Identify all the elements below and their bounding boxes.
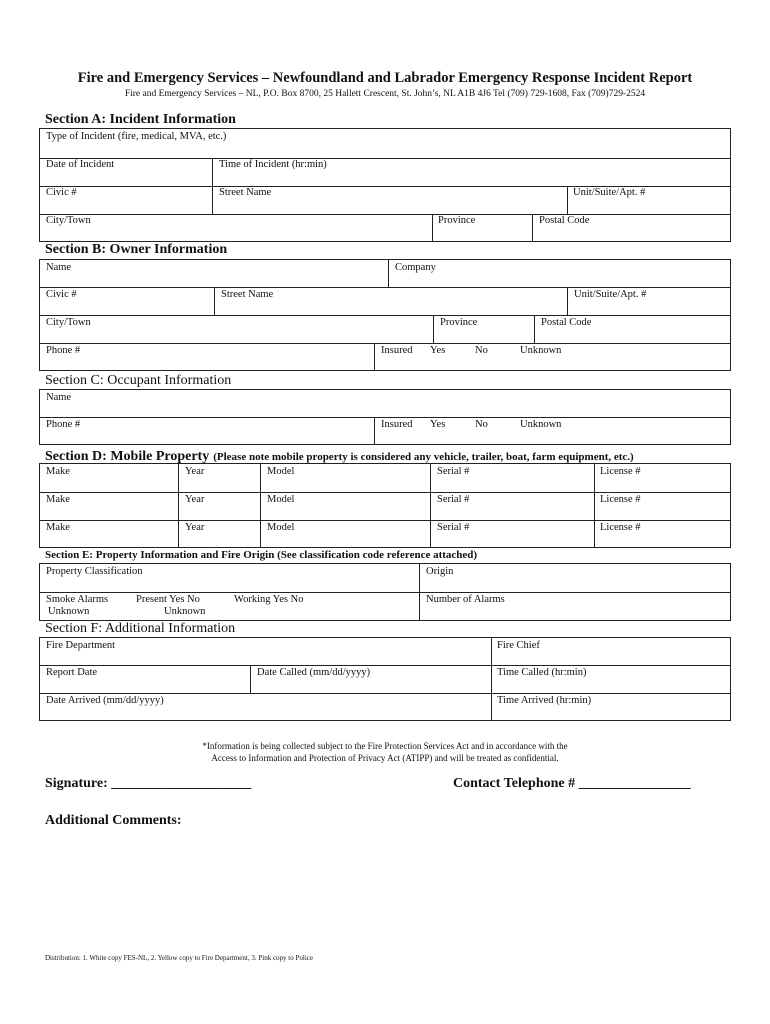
date-of-incident-field[interactable]: Date of Incident	[46, 159, 115, 170]
date-arrived-field[interactable]: Date Arrived (mm/dd/yyyy)	[46, 695, 164, 706]
section-b-table	[39, 259, 731, 371]
serial-field[interactable]: Serial #	[437, 466, 470, 477]
page-subtitle: Fire and Emergency Services – NL, P.O. Box 8700, 25 Hallett Crescent, St. John’s, NL A1B 4J6 Tel (709) 729-1608, Fax (709)729-2524	[124, 89, 646, 99]
license-field[interactable]: License #	[600, 494, 641, 505]
owner-name-field[interactable]: Name	[46, 262, 72, 273]
year-field[interactable]: Year	[185, 466, 205, 477]
origin-field[interactable]: Origin	[426, 566, 454, 577]
time-called-field[interactable]: Time Called (hr:min)	[497, 667, 587, 678]
smoke-alarms-working-options[interactable]: Working Yes No	[234, 594, 304, 605]
occupant-insured-label: Insured	[381, 419, 413, 430]
owner-phone-field[interactable]: Phone #	[46, 345, 81, 356]
section-c-table	[39, 389, 731, 445]
privacy-notice-line2: Access to Information and Protection of Privacy Act (ATIPP) and will be treated as confidential.	[211, 753, 559, 763]
postal-code-field[interactable]: Postal Code	[539, 215, 590, 226]
section-d-heading: Section D: Mobile Property (Please note mobile property is considered any vehicle, trailer, boat, farm equipment, etc.)	[45, 449, 634, 464]
license-field[interactable]: License #	[600, 466, 641, 477]
signature-line[interactable]: Signature: ____________________	[45, 776, 252, 791]
occupant-insured-no[interactable]: No	[475, 419, 488, 430]
section-c-heading: Section C: Occupant Information	[45, 373, 232, 388]
occupant-name-field[interactable]: Name	[46, 392, 72, 403]
section-e-heading: Section E: Property Information and Fire Origin (See classification code reference attached)	[45, 549, 478, 561]
owner-insured-yes[interactable]: Yes	[430, 345, 446, 356]
smoke-alarms-unknown-2[interactable]: Unknown	[164, 606, 206, 617]
province-field[interactable]: Province	[438, 215, 476, 226]
city-field[interactable]: City/Town	[46, 215, 91, 226]
year-field[interactable]: Year	[185, 522, 205, 533]
section-f-table	[39, 637, 731, 721]
serial-field[interactable]: Serial #	[437, 522, 470, 533]
section-d-note: (Please note mobile property is considered any vehicle, trailer, boat, farm equipment, etc.)	[213, 451, 634, 463]
type-of-incident-field[interactable]: Type of Incident (fire, medical, MVA, etc.)	[46, 131, 227, 142]
number-of-alarms-field[interactable]: Number of Alarms	[426, 594, 505, 605]
serial-field[interactable]: Serial #	[437, 494, 470, 505]
owner-company-field[interactable]: Company	[395, 262, 436, 273]
date-called-field[interactable]: Date Called (mm/dd/yyyy)	[257, 667, 371, 678]
privacy-notice-line1: *Information is being collected subject to the Fire Protection Services Act and in accordance with the	[202, 741, 568, 751]
page-title: Fire and Emergency Services – Newfoundland and Labrador Emergency Response Incident Report	[77, 70, 693, 86]
fire-department-field[interactable]: Fire Department	[46, 640, 116, 651]
fire-chief-field[interactable]: Fire Chief	[497, 640, 540, 651]
time-arrived-field[interactable]: Time Arrived (hr:min)	[497, 695, 592, 706]
occupant-phone-field[interactable]: Phone #	[46, 419, 81, 430]
distribution-note: Distribution: 1. White copy FES-NL, 2. Yellow copy to Fire Department, 3. Pink copy to Police	[45, 954, 313, 962]
property-classification-field[interactable]: Property Classification	[46, 566, 143, 577]
occupant-insured-yes[interactable]: Yes	[430, 419, 446, 430]
year-field[interactable]: Year	[185, 494, 205, 505]
owner-postal-code-field[interactable]: Postal Code	[541, 317, 592, 328]
make-field[interactable]: Make	[46, 494, 70, 505]
section-f-heading: Section F: Additional Information	[45, 621, 236, 636]
owner-province-field[interactable]: Province	[440, 317, 478, 328]
section-a-heading: Section A: Incident Information	[45, 112, 236, 127]
additional-comments-label: Additional Comments:	[45, 813, 182, 828]
civic-field[interactable]: Civic #	[46, 187, 77, 198]
license-field[interactable]: License #	[600, 522, 641, 533]
owner-insured-no[interactable]: No	[475, 345, 488, 356]
occupant-insured-unknown[interactable]: Unknown	[520, 419, 562, 430]
model-field[interactable]: Model	[267, 494, 295, 505]
owner-street-name-field[interactable]: Street Name	[221, 289, 274, 300]
section-e-table	[39, 563, 731, 621]
section-d-table	[39, 463, 731, 548]
owner-city-field[interactable]: City/Town	[46, 317, 91, 328]
model-field[interactable]: Model	[267, 466, 295, 477]
section-a-table	[39, 128, 731, 242]
unit-field[interactable]: Unit/Suite/Apt. #	[573, 187, 646, 198]
owner-insured-label: Insured	[381, 345, 413, 356]
smoke-alarms-unknown-1[interactable]: Unknown	[48, 606, 90, 617]
section-b-heading: Section B: Owner Information	[45, 242, 228, 257]
smoke-alarms-present-options[interactable]: Present Yes No	[136, 594, 200, 605]
contact-telephone-line[interactable]: Contact Telephone # ________________	[453, 776, 691, 791]
owner-insured-unknown[interactable]: Unknown	[520, 345, 562, 356]
report-date-field[interactable]: Report Date	[46, 667, 98, 678]
owner-civic-field[interactable]: Civic #	[46, 289, 77, 300]
make-field[interactable]: Make	[46, 466, 70, 477]
time-of-incident-field[interactable]: Time of Incident (hr:min)	[219, 159, 327, 170]
smoke-alarms-label: Smoke Alarms	[46, 594, 109, 605]
owner-unit-field[interactable]: Unit/Suite/Apt. #	[574, 289, 647, 300]
make-field[interactable]: Make	[46, 522, 70, 533]
model-field[interactable]: Model	[267, 522, 295, 533]
street-name-field[interactable]: Street Name	[219, 187, 272, 198]
